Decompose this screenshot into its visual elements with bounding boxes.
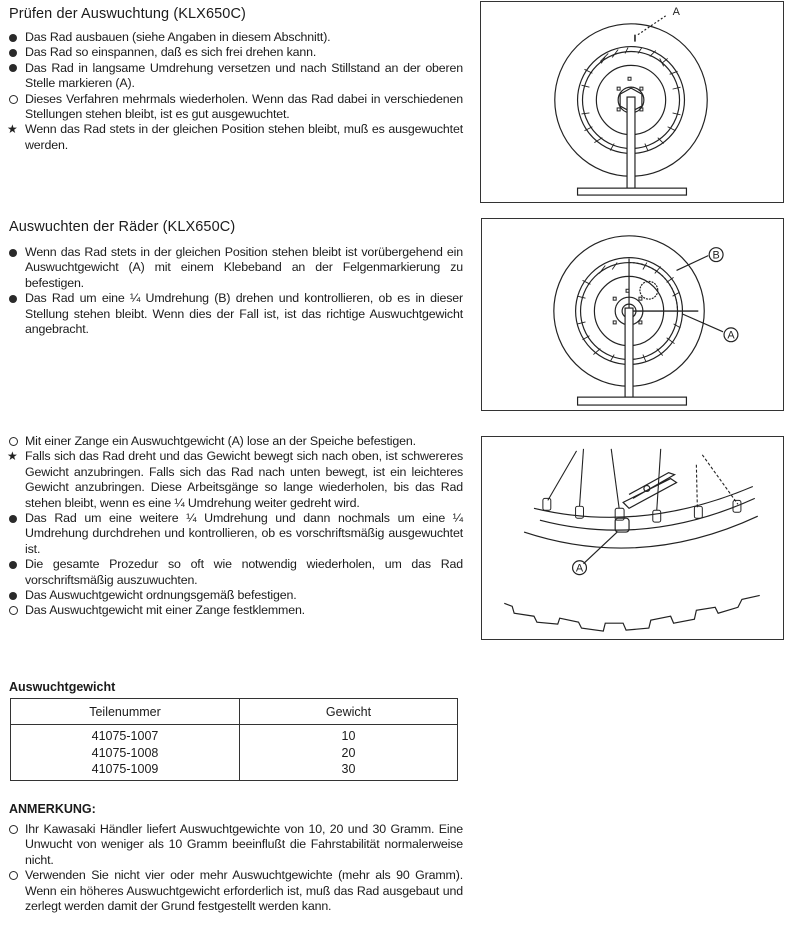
list-item: Mit einer Zange ein Auswuchtgewicht (A) lose an der Speiche befestigen. — [25, 434, 416, 448]
list-item: Wenn das Rad stets in der gleichen Position stehen bleibt ist vorübergehend ein Auswuchtgewicht (A) mit einem Klebeband an der Felgenmarkierung zu befestigen. — [25, 245, 463, 290]
leader-line-a — [682, 314, 723, 332]
section-title-check-balance: Prüfen der Auswuchtung (KLX650C) — [9, 6, 246, 22]
tire-tread — [504, 595, 759, 631]
section2-list — [8, 245, 463, 337]
list-item: Das Rad in langsame Umdrehung versetzen und nach Stillstand an der oberen Stelle markieren (A). — [25, 60, 463, 91]
list-item: Das Rad um eine ¼ Umdrehung (B) drehen und kontrollieren, ob es in dieser Stellung stehen bleibt. Wenn dies der Fall ist, ist das richtige Auswuchtgewicht angebracht. — [25, 291, 463, 337]
list-item: Das Rad um eine weitere ¼ Umdrehung und dann nochmals um eine ¼ Umdrehung durchdrehen und kontrollieren, ob es vorschriftsmäßig ausgewuchtet ist. — [25, 511, 463, 556]
table-row — [11, 761, 458, 780]
section-title-balance-wheels: Auswuchten der Räder (KLX650C) — [9, 219, 236, 235]
weight-position — [640, 281, 658, 299]
list-item: Das Rad ausbauen (siehe Angaben in diesem Abschnitt). — [25, 30, 331, 44]
part-number-cell: 41075-1008 — [11, 745, 240, 762]
list-item: Verwenden Sie nicht vier oder mehr Auswuchtgewichte (mehr als 90 Gramm). Wenn ein höheres Auswuchtgewicht erforderlich ist, muß das Rad ausgebaut und zerlegt werden damit der Grund festgestellt werden kann. — [25, 868, 463, 914]
section1-list — [8, 30, 463, 153]
weight-cell: 10 — [240, 725, 458, 745]
weight-cell: 20 — [240, 745, 458, 762]
wheel-weight-illustration — [482, 219, 783, 410]
table-row — [11, 745, 458, 762]
figure-wheel-on-stand — [480, 1, 784, 203]
list-item: Wenn das Rad stets in der gleichen Position stehen bleibt, muß es ausgewuchtet werden. — [25, 122, 463, 152]
pliers — [623, 473, 676, 509]
figure-wheel-with-weight — [481, 218, 784, 411]
part-number-cell: 41075-1007 — [11, 725, 240, 745]
list-item: Das Auswuchtgewicht mit einer Zange festklemmen. — [25, 603, 305, 618]
figure-weight-on-spoke — [481, 436, 784, 640]
callout-a: A — [727, 329, 735, 342]
stand-base — [578, 188, 687, 195]
spoke-weight-illustration — [482, 437, 783, 639]
rim-edge-middle — [540, 498, 755, 530]
section3-list — [8, 434, 463, 619]
weights-table — [10, 698, 458, 781]
callout-b: B — [712, 249, 720, 262]
list-item: Falls sich das Rad dreht und das Gewicht bewegt sich nach oben, ist schwereres Gewicht anzubringen. Falls sich das Rad nach unten bewegt, ist ein leichteres Gewicht anzubringen. Diese Arbeitsgänge so lange wiederholen, bis das Rad stehen bleibt, wenn es eine ¼ Umdrehung weiter gedreht wird. — [25, 449, 463, 510]
callout-a: A — [672, 5, 680, 18]
stand-post — [627, 97, 635, 188]
table-header-row — [11, 699, 458, 725]
header-weight: Gewicht — [240, 699, 458, 725]
list-item: Das Rad so einspannen, daß es sich frei drehen kann. — [25, 45, 317, 60]
callout-a: A — [575, 562, 584, 575]
list-item: Dieses Verfahren mehrmals wiederholen. Wenn das Rad dabei in verschiedenen Stellungen stehen bleibt, ist es gut ausgewuchtet. — [25, 91, 463, 122]
leader-line-b — [677, 256, 709, 271]
weight-cell: 30 — [240, 761, 458, 780]
leader-line-a — [638, 16, 666, 35]
stand-post — [625, 308, 633, 397]
header-part-number: Teilenummer — [11, 699, 240, 725]
note-list — [8, 822, 463, 914]
list-item: Ihr Kawasaki Händler liefert Auswuchtgewichte von 10, 20 und 30 Gramm. Eine Unwucht von weniger als 10 Gramm beeinflußt die Fahrstabilität normalerweise nicht. — [25, 822, 463, 867]
list-item: Das Auswuchtgewicht ordnungsgemäß befestigen. — [25, 588, 297, 603]
table-title: Auswuchtgewicht — [9, 680, 116, 694]
wheel-stand-illustration — [481, 2, 783, 202]
note-title: ANMERKUNG: — [9, 802, 96, 816]
rim-edge-lower — [524, 516, 758, 548]
stand-base — [578, 397, 687, 405]
table-row — [11, 725, 458, 745]
list-item: Die gesamte Prozedur so oft wie notwendig wiederholen, um das Rad vorschriftsmäßig auszuwuchten. — [25, 557, 463, 587]
part-number-cell: 41075-1009 — [11, 761, 240, 780]
